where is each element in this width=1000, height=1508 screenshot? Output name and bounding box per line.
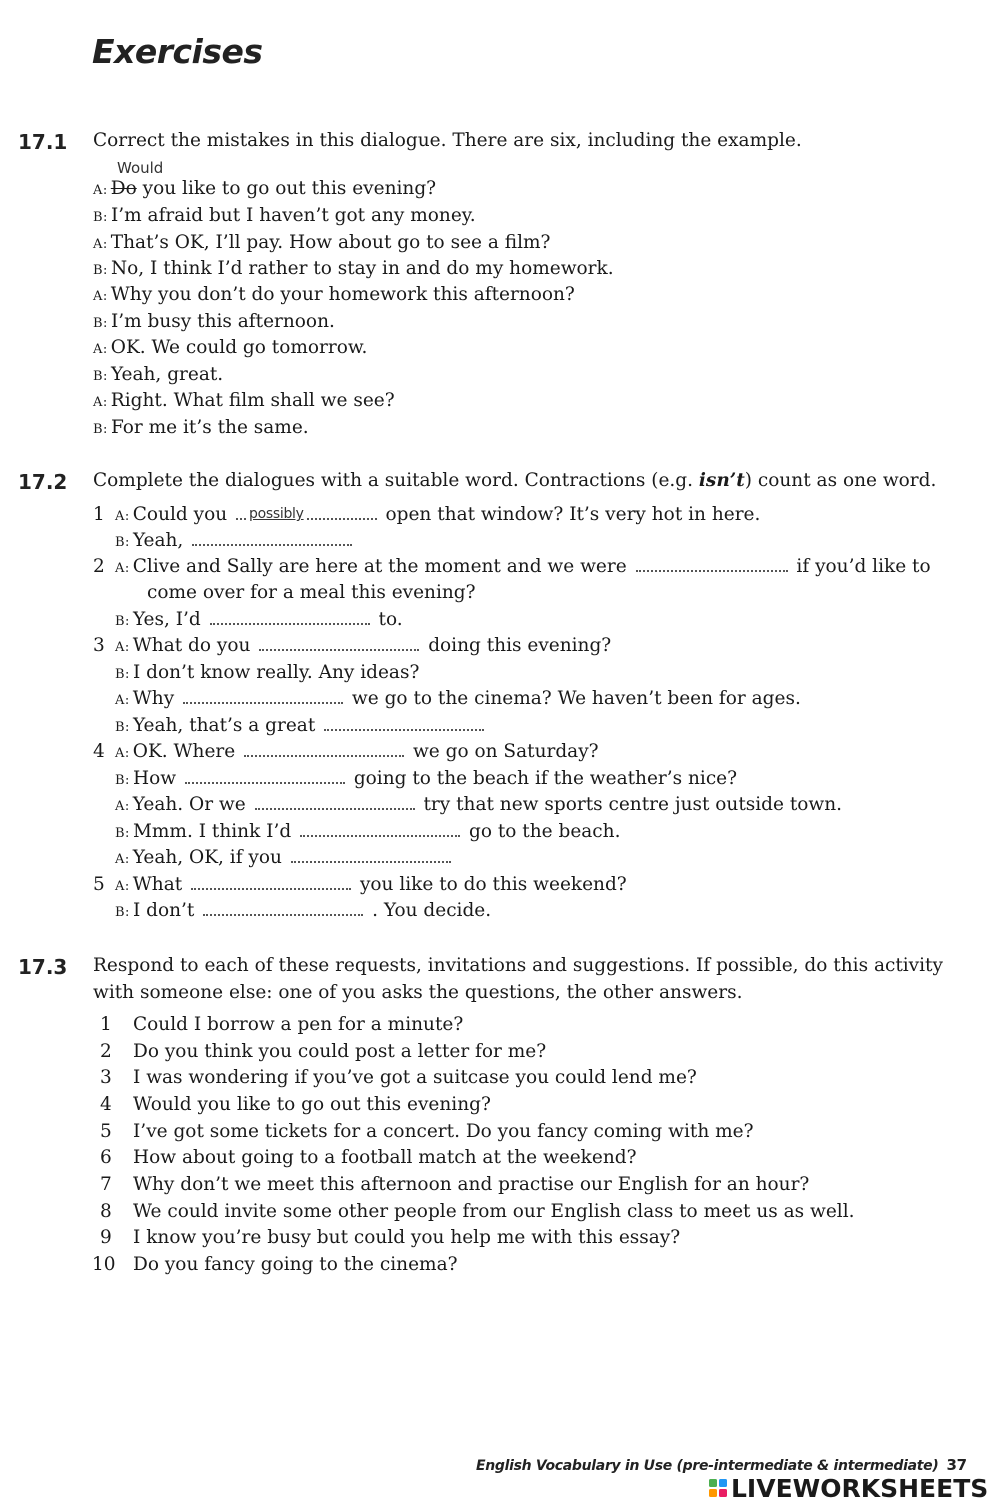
page-number: 37 <box>946 1456 967 1474</box>
d1-line-b: B: Yeah, <box>115 528 355 556</box>
list-item: 9 I know you’re busy but could you help me with this essay? <box>100 1227 681 1248</box>
dialogue-line-3: A: That’s OK, I’ll pay. How about go to see a film? <box>93 232 551 253</box>
dialogue-line-1: A: Do you like to go out this evening? <box>93 178 437 199</box>
d5-line-1: 5 A: What you like to do this weekend? <box>93 874 627 895</box>
d5-line-2: B: I don’t . You decide. <box>115 900 492 921</box>
d4-line-5: A: Yeah, OK, if you <box>115 845 454 873</box>
list-item: 2 Do you think you could post a letter for me? <box>100 1041 547 1062</box>
blank-field[interactable] <box>324 717 484 731</box>
liveworksheets-logo: LIVEWORKSHEETS <box>708 1474 988 1503</box>
dialogue-line-8: B: Yeah, great. <box>93 364 224 385</box>
list-item: 4 Would you like to go out this evening? <box>100 1094 491 1115</box>
d3-line-4: B: Yeah, that’s a great <box>115 713 487 741</box>
dialogue-line-4: B: No, I think I’d rather to stay in and do my homework. <box>93 258 614 279</box>
d4-line-1: 4 A: OK. Where we go on Saturday? <box>93 741 599 762</box>
list-item: 1 Could I borrow a pen for a minute? <box>100 1014 464 1035</box>
list-item: 8 We could invite some other people from our English class to meet us as well. <box>100 1201 855 1222</box>
exercise-17-3-instruction-2: with someone else: one of you asks the questions, the other answers. <box>93 982 743 1003</box>
d3-line-2: B: I don’t know really. Any ideas? <box>115 662 420 683</box>
exercise-number-17-2: 17.2 <box>18 470 68 494</box>
exercise-17-2-instruction: Complete the dialogues with a suitable word. Contractions (e.g. isn’t) count as one word. <box>93 470 937 491</box>
dialogue-line-7: A: OK. We could go tomorrow. <box>93 337 368 358</box>
d4-line-4: B: Mmm. I think I’d go to the beach. <box>115 821 621 842</box>
blank-field[interactable] <box>259 637 419 651</box>
d2-line-b: B: Yes, I’d to. <box>115 609 403 630</box>
dialogue-line-9: A: Right. What film shall we see? <box>93 390 395 411</box>
filled-answer: possibly <box>249 506 304 522</box>
blank-field[interactable] <box>244 743 404 757</box>
list-item: 10 Do you fancy going to the cinema? <box>92 1254 458 1275</box>
d2-line-a-cont: come over for a meal this evening? <box>147 582 476 603</box>
liveworksheets-icon <box>708 1477 728 1499</box>
page-title: Exercises <box>92 32 263 71</box>
dialogue-line-2: B: I’m afraid but I haven’t got any money. <box>93 205 476 226</box>
dialogue-line-6: B: I’m busy this afternoon. <box>93 311 335 332</box>
d3-line-1: 3 A: What do you doing this evening? <box>93 635 612 656</box>
exercise-number-17-1: 17.1 <box>18 130 68 154</box>
d4-line-3: A: Yeah. Or we try that new sports centre just outside town. <box>115 794 843 815</box>
crossed-word: Do <box>110 178 137 199</box>
list-item: 7 Why don’t we meet this afternoon and practise our English for an hour? <box>100 1174 810 1195</box>
blank-field[interactable] <box>300 823 460 837</box>
exercise-17-1-instruction: Correct the mistakes in this dialogue. There are six, including the example. <box>93 130 802 151</box>
list-item: 5 I’ve got some tickets for a concert. Do you fancy coming with me? <box>100 1121 754 1142</box>
dialogue-line-5: A: Why you don’t do your homework this afternoon? <box>93 284 575 305</box>
d4-line-2: B: How going to the beach if the weather’s nice? <box>115 768 738 789</box>
handwritten-correction: Would <box>117 159 164 177</box>
d3-line-3: A: Why we go to the cinema? We haven’t been for ages. <box>115 688 801 709</box>
d1-line-a: 1 A: Could you possibly open that window? It’s very hot in here. <box>93 504 761 525</box>
page-footer: English Vocabulary in Use (pre-intermediate & intermediate) 37 <box>476 1456 967 1474</box>
d2-line-a: 2 A: Clive and Sally are here at the moment and we were if you’d like to <box>93 556 931 577</box>
dialogue-line-10: B: For me it’s the same. <box>93 417 309 438</box>
list-item: 3 I was wondering if you’ve got a suitcase you could lend me? <box>100 1067 697 1088</box>
blank-field[interactable] <box>183 690 343 704</box>
blank-field[interactable] <box>210 611 370 625</box>
blank-field[interactable] <box>203 902 363 916</box>
blank-field[interactable] <box>636 558 788 572</box>
exercise-number-17-3: 17.3 <box>18 955 68 979</box>
blank-field[interactable] <box>185 770 345 784</box>
blank-field[interactable] <box>191 876 351 890</box>
blank-field[interactable] <box>291 849 451 863</box>
blank-field[interactable] <box>255 796 415 810</box>
exercise-17-3-instruction-1: Respond to each of these requests, invitations and suggestions. If possible, do this activity <box>93 955 943 976</box>
list-item: 6 How about going to a football match at the weekend? <box>100 1147 637 1168</box>
blank-field[interactable] <box>192 532 352 546</box>
